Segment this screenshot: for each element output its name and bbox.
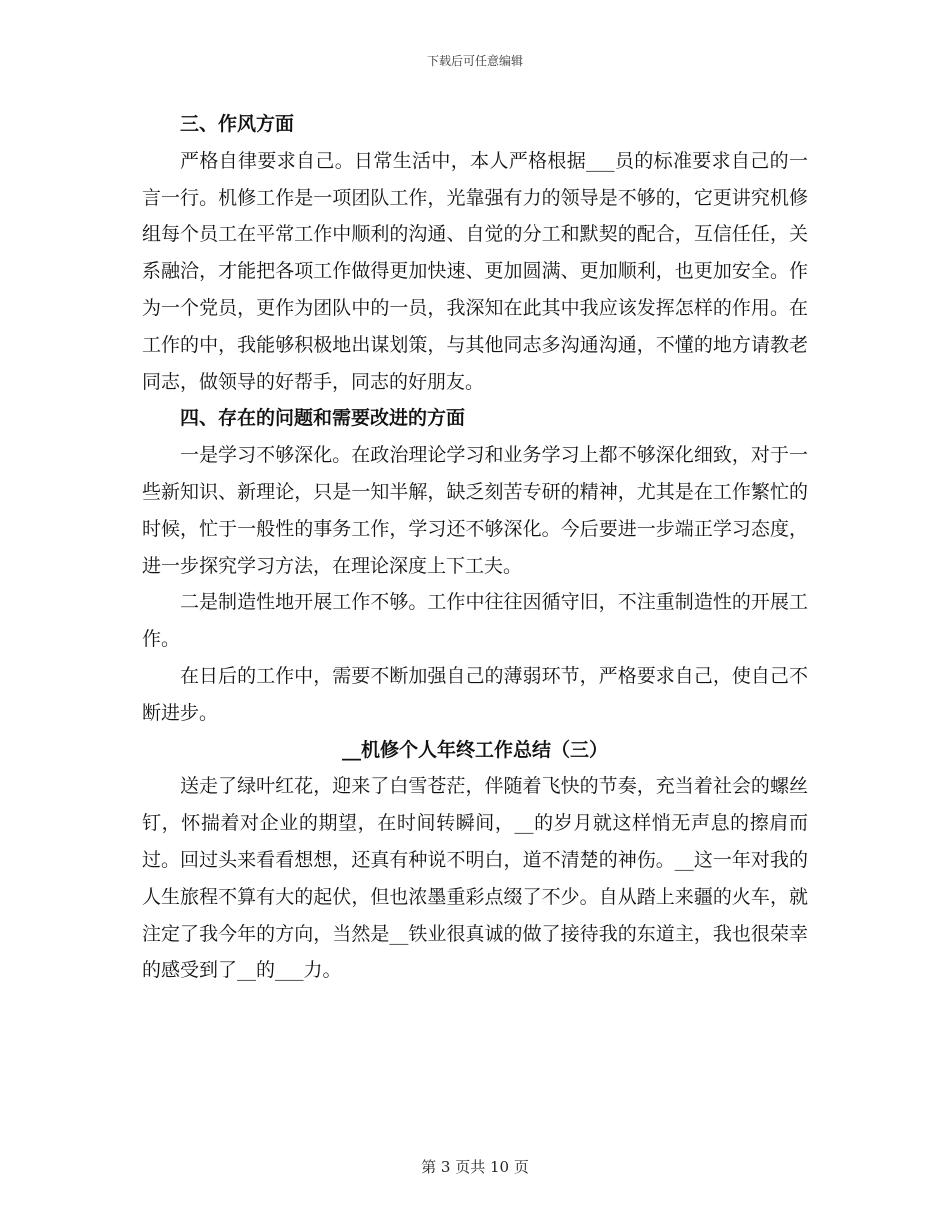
paragraph-problem-one: 一是学习不够深化。在政治理论学习和业务学习上都不够深化细致，对于一些新知识、新理论，只是一知半解，缺乏刻苦专研的精神，尤其是在工作繁忙的时候，忙于一般性的事务工作，学习还不够深化。今后要进一步端正学习态度，进一步探究学习方法，在理论深度上下工夫。 <box>142 444 808 577</box>
page-header: 下载后可任意编辑 <box>426 54 523 68</box>
paragraph-future: 在日后的工作中，需要不断加强自己的薄弱环节，严格要求自己，使自己不断进步。 <box>142 664 808 724</box>
document-title: __机修个人年终工作总结（三） <box>341 738 608 761</box>
section-heading-problems: 四、存在的问题和需要改进的方面 <box>180 407 466 430</box>
page-footer: 第 3 页共 10 页 <box>421 1158 529 1176</box>
paragraph-problem-two: 二是制造性地开展工作不够。工作中往往因循守旧，不注重制造性的开展工作。 <box>142 591 808 651</box>
document-body <box>142 106 808 989</box>
paragraph-style: 严格自律要求自己。日常生活中，本人严格根据___员的标准要求自己的一言一行。机修工作是一项团队工作，光靠强有力的领导是不够的，它更讲究机修组每个员工在平常工作中顺利的沟通、自觉的分工和默契的配合，互信任任，关系融洽，才能把各项工作做得更加快速、更加圆满、更加顺利，也更加安全。作为一个党员，更作为团队中的一员，我深知在此其中我应该发挥怎样的作用。在工作的中，我能够积极地出谋划策，与其他同志多沟通沟通，不懂的地方请教老同志，做领导的好帮手，同志的好朋友。 <box>142 149 808 393</box>
section-heading-style: 三、作风方面 <box>180 113 295 135</box>
paragraph-intro: 送走了绿叶红花，迎来了白雪苍茫，伴随着飞快的节奏，充当着社会的螺丝钉，怀揣着对企业的期望，在时间转瞬间，__的岁月就这样悄无声息的擦肩而过。回过头来看看想想，还真有种说不明白，道不清楚的神伤。__这一年对我的人生旅程不算有大的起伏，但也浓墨重彩点缀了不少。自从踏上来疆的火车，就注定了我今年的方向，当然是__铁业很真诚的做了接待我的东道主，我也很荣幸的感受到了__的___力。 <box>142 775 808 982</box>
